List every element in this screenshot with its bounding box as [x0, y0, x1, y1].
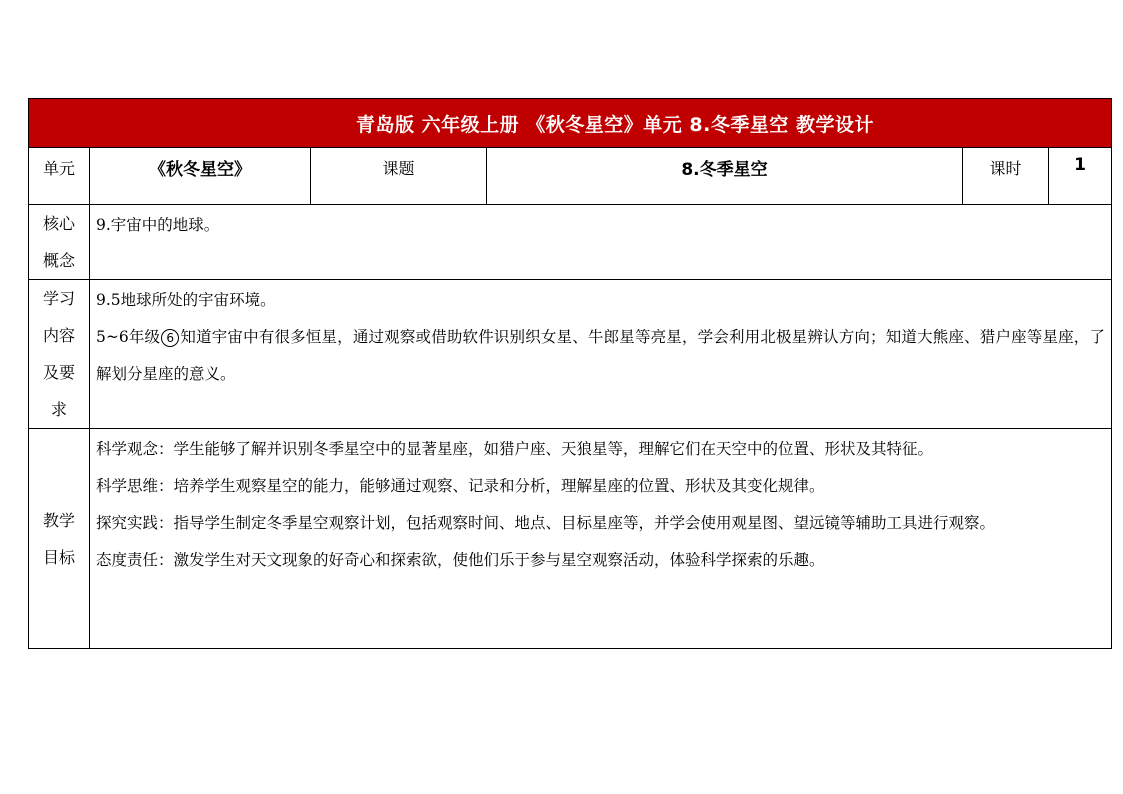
- circled-six-icon: 6: [161, 329, 179, 347]
- unit-value: 《秋冬星空》: [90, 148, 311, 205]
- goal-item-thinking: 科学思维：培养学生观察星空的能力，能够通过观察、记录和分析，理解星座的位置、形状及其变化规律。: [96, 477, 825, 495]
- learning-content-label: 学习 内容 及要 求: [29, 280, 90, 429]
- topic-value: 8.冬季星空: [487, 148, 963, 205]
- teaching-goals-text: [90, 429, 1112, 649]
- goal-item-concept: 科学观念：学生能够了解并识别冬季星空中的显著星座，如猎户座、天狼星等，理解它们在天空中的位置、形状及其特征。: [96, 440, 934, 458]
- teaching-goals-label: 教学 目标: [29, 429, 90, 649]
- lesson-plan-table: [28, 98, 1112, 649]
- learning-content-line-2: 5~6年级 6 知道宇宙中有很多恒星，通过观察或借助软件识别织女星、牛郎星等亮星，学会利用北极星辨认方向；知道大熊座、猎户座等星座，了解划分星座的意义。: [96, 328, 1105, 383]
- learning-content-line-1: 9.5地球所处的宇宙环境。: [96, 291, 276, 309]
- document-title-bar: [29, 99, 1112, 148]
- topic-label: 课题: [311, 148, 487, 205]
- goal-item-attitude: 态度责任：激发学生对天文现象的好奇心和探索欲，使他们乐于参与星空观察活动，体验科学探索的乐趣。: [96, 551, 825, 569]
- goal-item-practice: 探究实践：指导学生制定冬季星空观察计划，包括观察时间、地点、目标星座等，并学会使用观星图、望远镜等辅助工具进行观察。: [96, 514, 996, 532]
- unit-label: 单元: [29, 148, 90, 205]
- core-concept-text: 9.宇宙中的地球。: [90, 205, 1112, 280]
- learning-content-text: [90, 280, 1112, 429]
- period-label: 课时: [963, 148, 1049, 205]
- period-value: 1: [1049, 148, 1112, 205]
- document-title: 青岛版 六年级上册 《秋冬星空》单元 8.冬季星空 教学设计: [356, 113, 874, 136]
- core-concept-label: 核心 概念: [29, 205, 90, 280]
